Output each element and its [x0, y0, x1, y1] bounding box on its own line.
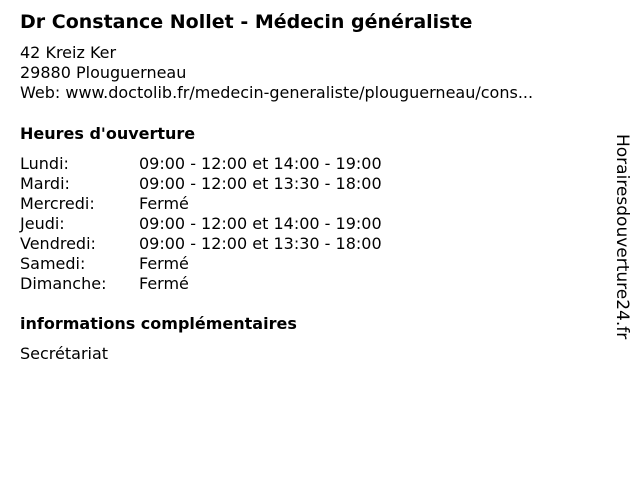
address-street: 42 Kreiz Ker — [20, 43, 117, 62]
hours-value: Fermé — [139, 274, 189, 293]
day-label: Vendredi: — [20, 234, 96, 253]
hours-value: 09:00 - 12:00 et 14:00 - 19:00 — [139, 214, 382, 233]
opening-hours-list — [20, 154, 440, 294]
hours-row-monday — [20, 154, 440, 174]
address-city: 29880 Plouguerneau — [20, 63, 187, 82]
hours-row-tuesday — [20, 174, 440, 194]
additional-info-heading: informations complémentaires — [20, 314, 297, 333]
page-title: Dr Constance Nollet - Médecin généraliste — [20, 11, 473, 33]
day-label: Dimanche: — [20, 274, 107, 293]
day-label: Jeudi: — [20, 214, 65, 233]
day-label: Samedi: — [20, 254, 86, 273]
site-watermark: Horairesdouverture24.fr — [612, 134, 632, 340]
hours-row-saturday — [20, 254, 440, 274]
hours-row-sunday — [20, 274, 440, 294]
address-block — [20, 43, 533, 103]
hours-value: Fermé — [139, 194, 189, 213]
day-label: Mardi: — [20, 174, 70, 193]
hours-value: 09:00 - 12:00 et 14:00 - 19:00 — [139, 154, 382, 173]
hours-value: 09:00 - 12:00 et 13:30 - 18:00 — [139, 174, 382, 193]
address-web: Web: www.doctolib.fr/medecin-generaliste/plouguerneau/cons... — [20, 83, 534, 102]
hours-value: 09:00 - 12:00 et 13:30 - 18:00 — [139, 234, 382, 253]
hours-row-wednesday — [20, 194, 440, 214]
hours-row-friday — [20, 234, 440, 254]
additional-info-text: Secrétariat — [20, 344, 109, 363]
hours-row-thursday — [20, 214, 440, 234]
day-label: Mercredi: — [20, 194, 95, 213]
opening-hours-heading: Heures d'ouverture — [20, 124, 196, 143]
hours-value: Fermé — [139, 254, 189, 273]
day-label: Lundi: — [20, 154, 69, 173]
